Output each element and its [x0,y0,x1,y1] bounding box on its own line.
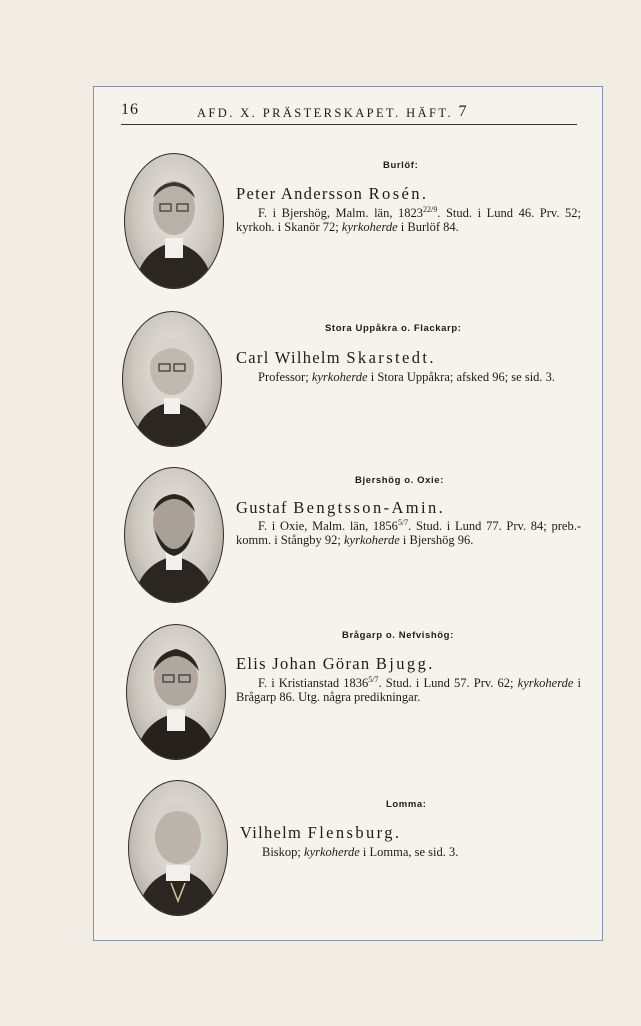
family-name: Rosén. [368,184,429,203]
parish-heading: Burlöf: [383,160,419,171]
entry-stora-uppakra [0,308,641,448]
given-name: Vilhelm [240,823,303,842]
person-name [240,823,401,843]
person-name [236,498,445,518]
parish-heading: Lomma: [386,799,427,810]
person-name [236,654,435,674]
person-name [236,348,436,368]
bio-segment: F. i Kristianstad 1836 [258,676,369,690]
bio-segment: . Stud. i Lund 57. Prv. 62; [378,676,518,690]
bio-segment: i Burlöf 84. [397,220,459,234]
entry-lomma [0,778,641,918]
family-name: Skarstedt. [346,348,436,367]
portrait-figure-icon [125,154,223,288]
bio-date-sup: 5/7 [368,674,379,684]
running-title-text: AFD. X. PRÄSTERSKAPET. HÄFT. [197,106,453,120]
portrait-photo [124,153,224,289]
running-header [121,100,577,125]
bio-segment: . Stud. i Lund 46. Prv. 52; kyrkoh. i Skanör 72; [236,206,581,234]
bio-segment: F. i Bjershög, Malm. län, 1823 [258,206,424,220]
biography [236,519,581,547]
bio-segment: Professor; [258,370,312,384]
given-name: Gustaf [236,498,288,517]
bio-title-italic: kyrkoherde [517,676,574,690]
family-name: Bengtsson-Amin. [293,498,446,517]
portrait-photo [122,311,222,447]
entry-bjershog [0,465,641,605]
bio-date-sup: 5/7 [397,517,409,527]
given-name: Carl Wilhelm [236,348,341,367]
bio-date-sup: 22/9 [423,204,438,214]
bio-title-italic: kyrkoherde [341,220,398,234]
portrait-figure-icon [127,625,225,759]
bio-segment: i Brågarp 86. Utg. några predikningar. [236,676,581,704]
bio-segment: F. i Oxie, Malm. län, 1856 [258,519,398,533]
entry-bragarp [0,622,641,762]
portrait-figure-icon [125,468,223,602]
biography [236,206,581,234]
given-name: Elis Johan Göran [236,654,371,673]
family-name: Bjugg. [375,654,435,673]
portrait-photo [126,624,226,760]
bio-title-italic: kyrkoherde [344,533,400,547]
page-number: 16 [121,101,139,118]
running-title [197,104,467,122]
person-name [236,184,428,204]
entry-burlof [0,150,641,290]
bio-title-italic: kyrkoherde [304,845,360,859]
portrait-figure-icon [123,312,221,446]
bio-segment: Biskop; [262,845,305,859]
portrait-photo [128,780,228,916]
part-number: 7 [458,103,467,120]
bio-title-italic: kyrkoherde [311,370,368,384]
biography [236,676,581,704]
parish-heading: Stora Uppåkra o. Flackarp: [325,323,462,334]
family-name: Flensburg. [307,823,402,842]
parish-heading: Bjershög o. Oxie: [355,475,444,486]
biography [240,845,585,859]
bio-segment: i Stora Uppåkra; afsked 96; se sid. 3. [367,370,556,384]
bio-segment: i Bjershög 96. [399,533,474,547]
biography [236,370,581,384]
bio-segment: i Lomma, se sid. 3. [359,845,459,859]
portrait-photo [124,467,224,603]
parish-heading: Brågarp o. Nefvishög: [342,630,454,641]
given-name: Peter Andersson [236,184,364,203]
portrait-figure-icon [129,781,227,915]
bio-segment: . Stud. i Lund 77. Prv. 84; preb.-komm. i Stångby 92; [236,519,581,547]
